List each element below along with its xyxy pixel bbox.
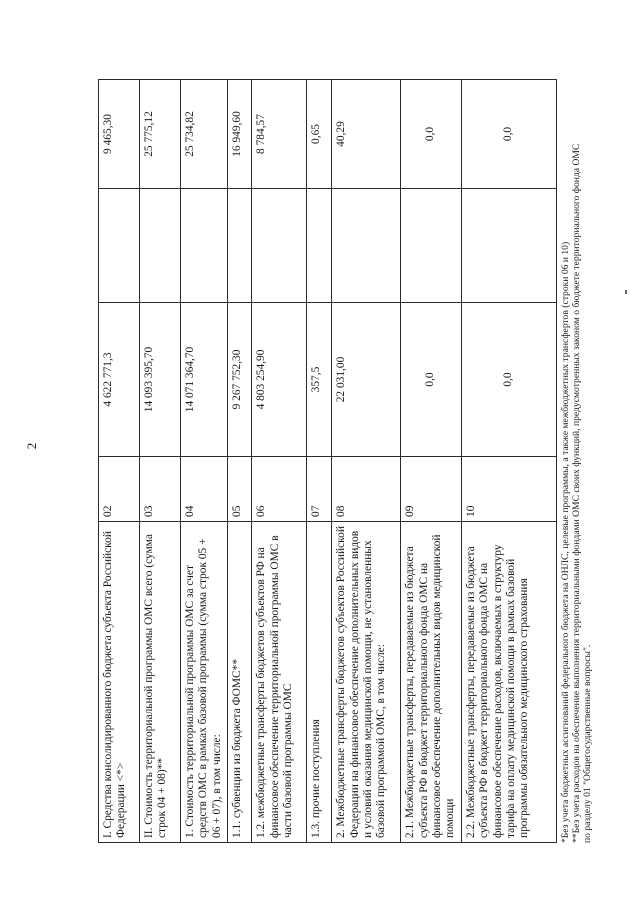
- table-row: [461, 80, 556, 843]
- row-code: 06: [252, 457, 307, 522]
- row-name: 2. Межбюджетные трансферты бюджетов субъектов Российской Федерации на финансовое обеспечение дополнительных видов и условий оказания медицинской помощи, не установленных базовой программой ОМС, в том числе:: [332, 522, 401, 843]
- row-name: I. Средства консолидированного бюджета субъекта Российской Федерации <*>: [99, 522, 140, 843]
- row-code: 07: [307, 457, 332, 522]
- footnotes: [560, 83, 593, 843]
- row-value-1: 9 267 752,30: [228, 303, 252, 457]
- row-value-3: 0,65: [307, 80, 332, 189]
- row-value-3: 40,29: [332, 80, 401, 189]
- row-name: 1.3. прочие поступления: [307, 522, 332, 843]
- row-value-1: 22 031,00: [332, 303, 401, 457]
- row-value-2: [461, 189, 556, 303]
- row-name: 1.1. субвенции из бюджета ФОМС**: [228, 522, 252, 843]
- row-value-1: 4 803 254,90: [252, 303, 307, 457]
- row-value-3: 9 465,30: [99, 80, 140, 189]
- row-value-2: [401, 189, 462, 303]
- row-value-2: [228, 189, 252, 303]
- row-value-2: [332, 189, 401, 303]
- row-value-3: 25 734,82: [181, 80, 228, 189]
- row-code: 04: [181, 457, 228, 522]
- row-value-1: 14 093 395,70: [140, 303, 181, 457]
- table-row: [140, 80, 181, 843]
- footnote-3: по разделу 01 "Общегосударственные вопросы".: [582, 644, 593, 843]
- row-name: II. Стоимость территориальной программы ОМС всего (сумма строк 04 + 08)**: [140, 522, 181, 843]
- table-row: [181, 80, 228, 843]
- row-name: 2.1. Межбюджетные трансферты, передаваемые из бюджета субъекта РФ в бюджет территориального фонда ОМС на финансовое обеспечение дополнительных видов медицинской помощи: [401, 522, 462, 843]
- table-row: [401, 80, 462, 843]
- row-value-1: 0,0: [401, 303, 462, 457]
- row-name: 2.2. Межбюджетные трансферты, передаваемые из бюджета субъекта РФ в бюджет территориального фонда ОМС на финансовое обеспечение расходов, включаемых в структуру тарифа на оплату медицинской помощи в рамках базовой программы обязательного медицинского страхования: [461, 522, 556, 843]
- row-value-2: [140, 189, 181, 303]
- row-code: 02: [99, 457, 140, 522]
- row-value-2: [307, 189, 332, 303]
- table-row: [99, 80, 140, 843]
- row-name: 1.2. межбюджетные трансферты бюджетов субъектов РФ на финансовое обеспечение территориальной программы ОМС в части базовой программы ОМС: [252, 522, 307, 843]
- row-code: 10: [461, 457, 556, 522]
- row-value-3: 8 784,57: [252, 80, 307, 189]
- row-value-3: 25 775,12: [140, 80, 181, 189]
- row-value-1: 0,0: [461, 303, 556, 457]
- footnote-1: *Без учета бюджетных ассигнований федерального бюджета на ОНЛС, целевые программы, а также межбюджетных трансфертов (строки 06 и 10): [560, 241, 571, 843]
- table-row: [228, 80, 252, 843]
- row-value-2: [99, 189, 140, 303]
- row-code: 08: [332, 457, 401, 522]
- row-value-2: [252, 189, 307, 303]
- row-value-3: 0,0: [401, 80, 462, 189]
- row-code: 03: [140, 457, 181, 522]
- row-code: 09: [401, 457, 462, 522]
- row-value-1: 357,5: [307, 303, 332, 457]
- table-row: [307, 80, 332, 843]
- page-number: 2: [24, 442, 39, 450]
- row-value-3: 16 949,60: [228, 80, 252, 189]
- row-code: 05: [228, 457, 252, 522]
- row-value-3: 0,0: [461, 80, 556, 189]
- table-row: [252, 80, 307, 843]
- row-value-1: 4 622 771,3: [99, 303, 140, 457]
- row-value-1: 14 071 364,70: [181, 303, 228, 457]
- table-row: [332, 80, 401, 843]
- row-value-2: [181, 189, 228, 303]
- row-name: 1. Стоимость территориальной программы ОМС за счет средств ОМС в рамках базовой программы (сумма строк 05 + 06 + 07), в том числе:: [181, 522, 228, 843]
- footnote-2: **Без учета расходов на обеспечение выполнения территориальными фондами ОМС своих функций, предусмотренных законом о бюджете территориального фонда ОМС: [571, 143, 582, 843]
- financing-table: [98, 79, 557, 843]
